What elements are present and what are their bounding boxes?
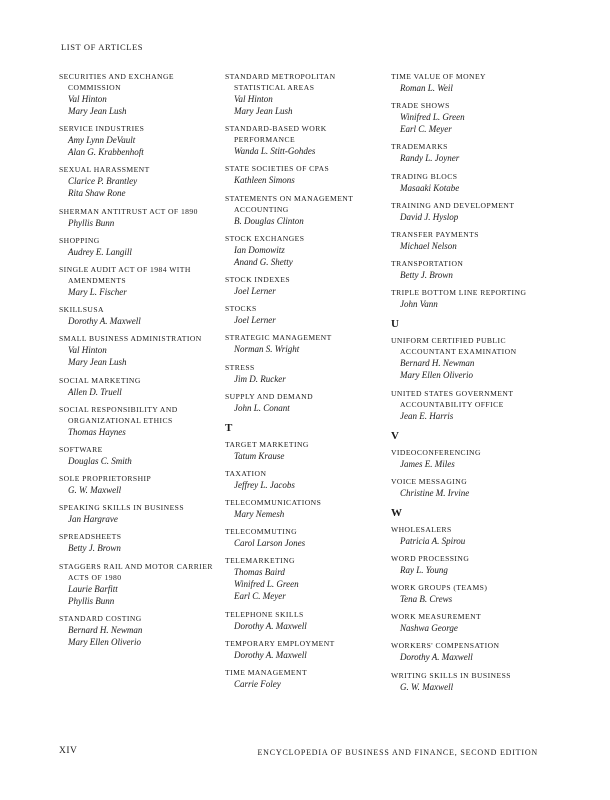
article-author: Thomas Baird <box>234 567 285 578</box>
article-author: Tena B. Crews <box>400 594 453 605</box>
article-title: SOCIAL RESPONSIBILITY AND ORGANIZATIONAL ETHICS <box>59 404 178 425</box>
running-header: LIST OF ARTICLES <box>61 42 144 52</box>
article-title: TEMPORARY EMPLOYMENT <box>225 638 335 648</box>
article-entry <box>225 555 385 602</box>
article-title: STRESS <box>225 362 255 372</box>
article-title: TELECOMMUNICATIONS <box>225 498 322 508</box>
page-number: XIV <box>59 746 78 756</box>
article-entry <box>225 362 385 385</box>
article-entry <box>391 335 551 381</box>
article-author: Joel Lerner <box>234 285 276 296</box>
article-entry <box>225 123 385 157</box>
article-author: Winifred L. Green <box>234 579 299 590</box>
article-title: TIME MANAGEMENT <box>225 668 308 677</box>
article-author: Clarice P. Brantley <box>68 176 138 187</box>
article-author: Anand G. Shetty <box>234 256 293 267</box>
article-title: STRATEGIC MANAGEMENT <box>225 333 332 343</box>
article-author: John L. Conant <box>234 402 290 413</box>
article-title: WORK MEASUREMENT <box>391 612 482 622</box>
article-title: STATE SOCIETIES OF CPAS <box>225 164 330 174</box>
article-author: Winifred L. Green <box>400 112 465 123</box>
article-title: SOLE PROPRIETORSHIP <box>59 474 152 484</box>
article-column-2 <box>225 71 385 696</box>
article-entry <box>391 524 551 547</box>
article-author: Mary Ellen Oliverio <box>68 636 141 647</box>
article-entry <box>391 100 551 135</box>
article-title: TIME VALUE OF MONEY <box>391 72 486 81</box>
article-author: Kathleen Simons <box>234 175 295 186</box>
article-author: Mary Ellen Oliverio <box>400 370 473 381</box>
article-entry <box>391 388 551 422</box>
article-entry <box>391 258 551 281</box>
article-author: Michael Nelson <box>400 240 457 251</box>
article-entry <box>391 670 551 693</box>
article-entry <box>59 473 219 496</box>
article-title: SKILLSUSA <box>59 305 104 315</box>
article-author: Mary Nemesh <box>234 509 285 520</box>
article-entry <box>391 287 551 310</box>
article-author: Christine M. Irvine <box>400 487 470 498</box>
article-title: STOCK INDEXES <box>225 274 290 284</box>
article-author: Masaaki Kotabe <box>400 182 460 193</box>
article-entry <box>225 638 385 661</box>
article-entry <box>59 235 219 258</box>
article-entry <box>59 264 219 298</box>
article-column-1 <box>59 71 219 654</box>
article-entry <box>59 71 219 117</box>
article-title: STOCKS <box>225 304 257 314</box>
article-author: Val Hinton <box>234 94 273 104</box>
article-entry <box>391 611 551 634</box>
article-title: WORD PROCESSING <box>391 553 470 563</box>
article-author: Patricia A. Spirou <box>400 535 466 546</box>
article-author: Thomas Haynes <box>68 426 126 437</box>
article-entry <box>59 502 219 525</box>
article-author: Earl C. Meyer <box>234 591 286 602</box>
article-title: UNITED STATES GOVERNMENT ACCOUNTABILITY OFFICE <box>391 388 514 409</box>
article-author: Rita Shaw Rone <box>68 188 126 199</box>
article-author: Randy L. Joyner <box>400 153 460 164</box>
article-entry <box>59 304 219 327</box>
article-entry <box>391 229 551 252</box>
article-title: STATEMENTS ON MANAGEMENT ACCOUNTING <box>225 193 354 214</box>
article-author: Jim D. Rucker <box>234 373 286 384</box>
article-title: WORK GROUPS (TEAMS) <box>391 583 488 593</box>
section-letter: V <box>391 429 399 442</box>
article-entry <box>59 531 219 554</box>
article-entry <box>225 274 385 297</box>
article-title: WORKERS' COMPENSATION <box>391 641 500 651</box>
article-title: STOCK EXCHANGES <box>225 233 305 243</box>
article-entry <box>59 444 219 467</box>
article-title: TARGET MARKETING <box>225 439 309 449</box>
article-title: SOCIAL MARKETING <box>59 375 141 385</box>
article-author: Carrie Foley <box>234 679 281 689</box>
article-title: SEXUAL HARASSMENT <box>59 165 150 175</box>
article-author: John Vann <box>400 299 438 310</box>
article-title: VIDEOCONFERENCING <box>391 447 481 457</box>
article-title: TELEMARKETING <box>225 556 295 566</box>
article-entry <box>59 123 219 158</box>
article-title: TELECOMMUTING <box>225 527 298 537</box>
article-title: SHERMAN ANTITRUST ACT OF 1890 <box>59 206 198 216</box>
article-author: B. Douglas Clinton <box>234 215 304 226</box>
article-author: Val Hinton <box>68 345 107 356</box>
article-entry <box>225 193 385 227</box>
article-title: SOFTWARE <box>59 444 103 454</box>
article-title: STANDARD METROPOLITAN STATISTICAL AREAS <box>225 72 336 92</box>
article-author: Carol Larson Jones <box>234 538 306 549</box>
section-letter: W <box>391 506 402 519</box>
article-author: Dorothy A. Maxwell <box>400 652 473 663</box>
article-title: STAGGERS RAIL AND MOTOR CARRIER ACTS OF 1980 <box>59 561 213 582</box>
article-entry <box>59 164 219 199</box>
article-entry <box>225 71 385 117</box>
article-author: Dorothy A. Maxwell <box>68 316 141 327</box>
article-title: TRANSPORTATION <box>391 259 464 269</box>
article-title: SUPPLY AND DEMAND <box>225 391 314 401</box>
article-author: Jan Hargrave <box>68 514 118 525</box>
article-author: Dorothy A. Maxwell <box>234 649 307 660</box>
article-title: STANDARD-BASED WORK PERFORMANCE <box>225 124 327 145</box>
article-entry <box>225 163 385 186</box>
article-author: G. W. Maxwell <box>400 681 454 692</box>
article-title: SPEAKING SKILLS IN BUSINESS <box>59 503 185 513</box>
article-title: SINGLE AUDIT ACT OF 1984 WITH AMENDMENTS <box>59 264 191 285</box>
article-title: TRANSFER PAYMENTS <box>391 229 479 239</box>
article-title: SMALL BUSINESS ADMINISTRATION <box>59 334 202 344</box>
article-author: Roman L. Weil <box>400 83 453 93</box>
article-author: Alan G. Krabbenhoft <box>68 147 144 158</box>
article-entry <box>59 561 219 607</box>
article-author: Audrey E. Langill <box>68 246 132 257</box>
article-entry <box>391 141 551 164</box>
article-author: Allen D. Truell <box>68 386 122 397</box>
article-author: Joel Lerner <box>234 315 276 326</box>
article-author: Phyllis Bunn <box>68 595 115 606</box>
article-title: TELEPHONE SKILLS <box>225 609 304 619</box>
article-author: Laurie Barfitt <box>68 583 118 594</box>
article-entry <box>391 171 551 194</box>
article-author: David J. Hyslop <box>400 211 459 222</box>
article-author: Bernard H. Newman <box>68 624 143 635</box>
article-entry <box>59 613 219 648</box>
article-title: TRADEMARKS <box>391 142 448 152</box>
article-author: Bernard H. Newman <box>400 358 475 369</box>
article-title: UNIFORM CERTIFIED PUBLIC ACCOUNTANT EXAMINATION <box>391 336 517 357</box>
article-entry <box>225 439 385 462</box>
article-title: TRADE SHOWS <box>391 101 450 111</box>
article-author: Amy Lynn DeVault <box>68 135 136 146</box>
article-author: Wanda L. Stitt-Gohdes <box>234 146 316 157</box>
article-entry <box>225 667 385 690</box>
article-title: VOICE MESSAGING <box>391 476 468 486</box>
article-entry <box>225 468 385 491</box>
article-author: Mary Jean Lush <box>68 106 127 116</box>
article-title: SHOPPING <box>59 235 100 245</box>
article-title: TAXATION <box>225 468 267 478</box>
article-author: Mary L. Fischer <box>68 286 127 297</box>
article-entry <box>59 206 219 229</box>
article-title: SPREADSHEETS <box>59 532 122 542</box>
article-author: Val Hinton <box>68 94 107 104</box>
article-entry <box>391 553 551 576</box>
article-entry <box>225 332 385 355</box>
article-author: G. W. Maxwell <box>68 485 122 496</box>
article-entry <box>59 333 219 368</box>
article-author: Earl C. Meyer <box>400 124 452 135</box>
article-entry <box>391 200 551 223</box>
article-entry <box>225 497 385 520</box>
article-author: Dorothy A. Maxwell <box>234 620 307 631</box>
article-entry <box>391 476 551 499</box>
article-entry <box>225 609 385 632</box>
article-entry <box>391 582 551 605</box>
article-author: Norman S. Wright <box>234 344 300 355</box>
article-entry <box>225 391 385 414</box>
article-author: Jean E. Harris <box>400 410 454 421</box>
article-author: Mary Jean Lush <box>234 106 293 116</box>
article-author: James E. Miles <box>400 458 455 469</box>
section-letter: U <box>391 318 399 331</box>
article-title: WRITING SKILLS IN BUSINESS <box>391 670 511 680</box>
article-entry <box>391 640 551 663</box>
article-author: Ray L. Young <box>400 564 448 575</box>
article-entry <box>391 71 551 94</box>
article-title: SECURITIES AND EXCHANGE COMMISSION <box>59 72 174 92</box>
article-entry <box>59 404 219 438</box>
article-entry <box>225 303 385 326</box>
article-entry <box>225 526 385 549</box>
article-author: Betty J. Brown <box>68 543 121 554</box>
article-author: Betty J. Brown <box>400 270 453 281</box>
section-letter: T <box>225 421 233 434</box>
article-title: SERVICE INDUSTRIES <box>59 124 145 134</box>
article-entry <box>59 375 219 398</box>
publication-title: ENCYCLOPEDIA OF BUSINESS AND FINANCE, SECOND EDITION <box>257 748 538 757</box>
article-author: Tatum Krause <box>234 450 285 461</box>
article-author: Douglas C. Smith <box>68 455 132 466</box>
article-author: Phyllis Bunn <box>68 217 115 228</box>
article-author: Mary Jean Lush <box>68 357 127 368</box>
article-title: TRAINING AND DEVELOPMENT <box>391 200 515 210</box>
article-title: STANDARD COSTING <box>59 613 142 623</box>
article-author: Ian Domowitz <box>234 244 285 255</box>
article-title: WHOLESALERS <box>391 524 452 534</box>
article-author: Nashwa George <box>400 623 458 634</box>
article-entry <box>391 447 551 470</box>
article-title: TRIPLE BOTTOM LINE REPORTING <box>391 288 527 298</box>
article-column-3 <box>391 71 551 699</box>
article-author: Jeffrey L. Jacobs <box>234 479 295 490</box>
article-entry <box>225 233 385 268</box>
article-title: TRADING BLOCS <box>391 171 458 181</box>
